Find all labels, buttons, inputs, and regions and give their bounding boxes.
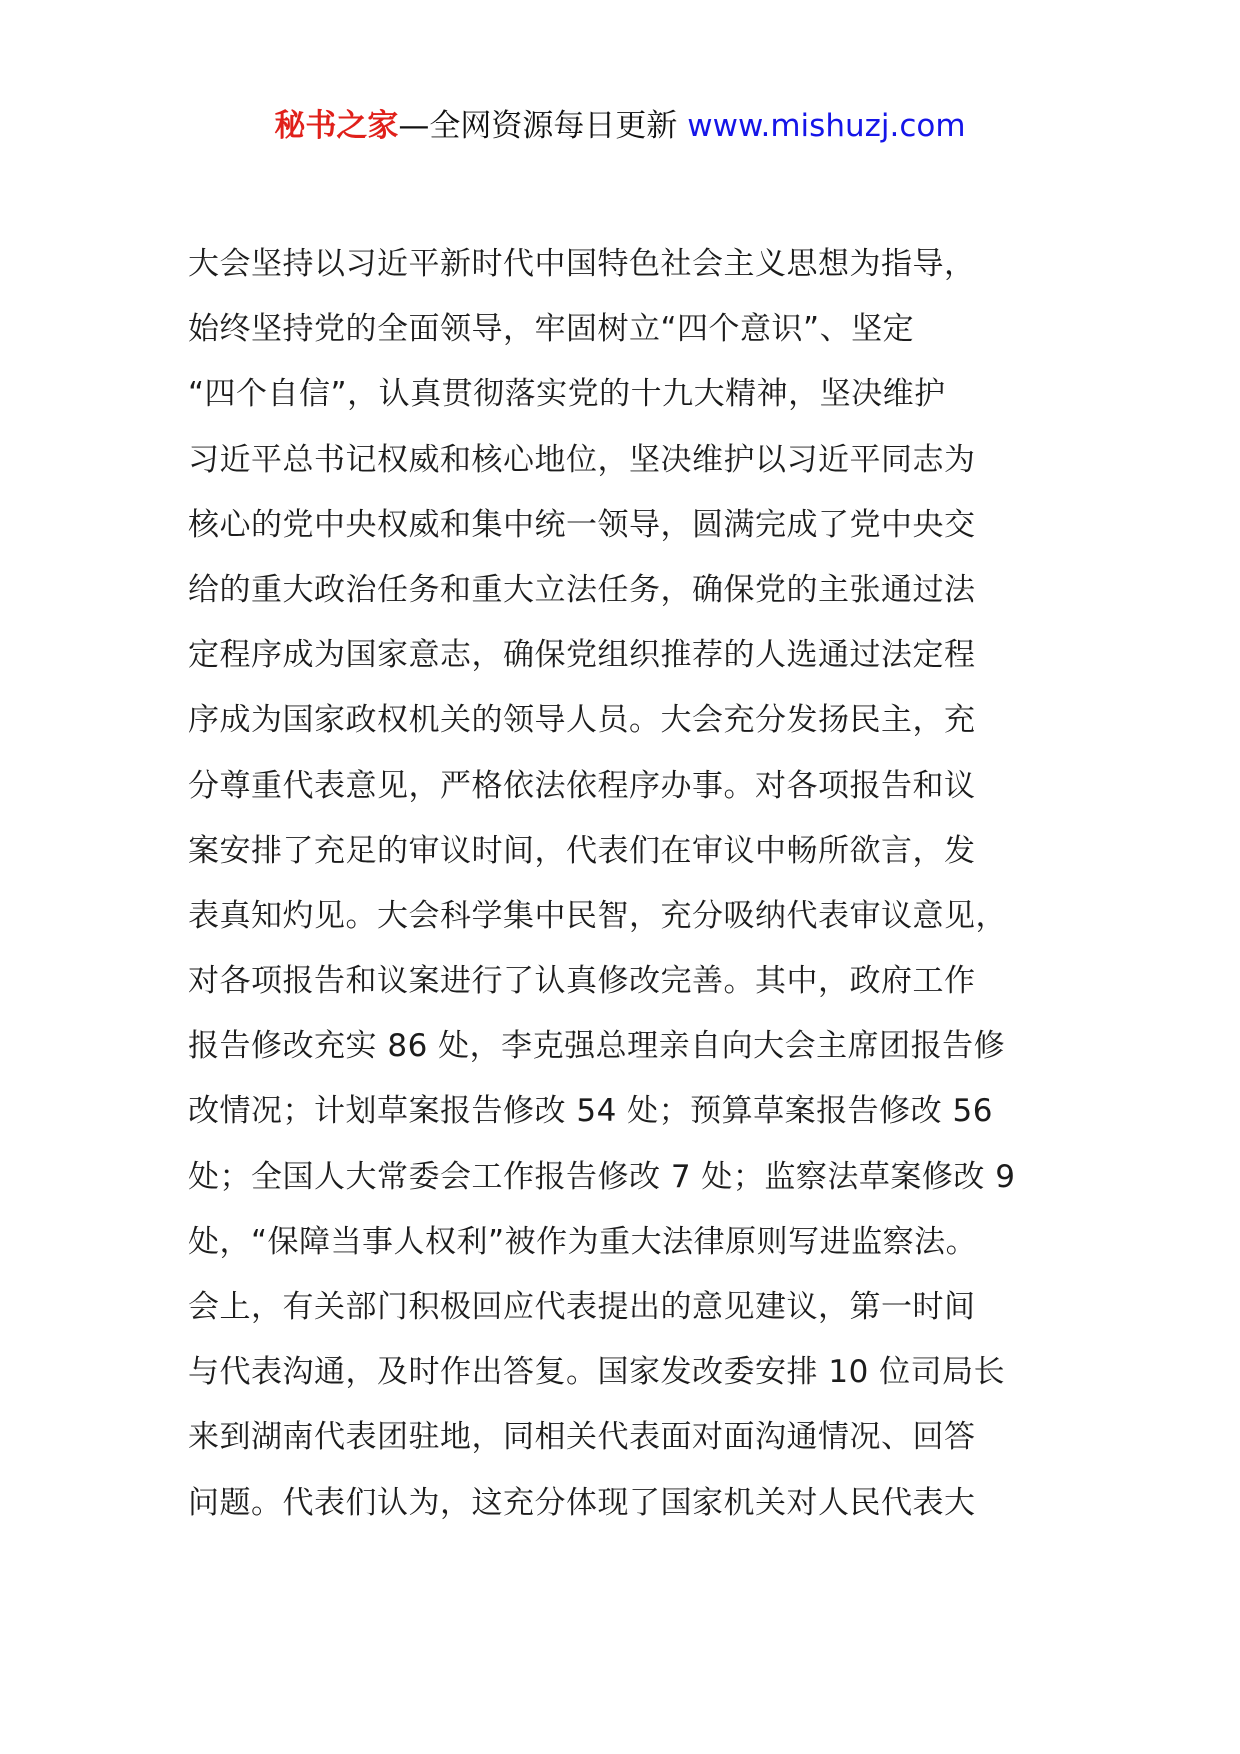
text-line: 对各项报告和议案进行了认真修改完善。其中，政府工作 [188, 963, 976, 1000]
text-line: 处，“保障当事人权利”被作为重大法律原则写进监察法。 [188, 1223, 978, 1260]
text-line: 报告修改充实 86 处，李克强总理亲自向大会主席团报告修 [188, 1028, 1006, 1065]
page-header [0, 104, 1240, 148]
brand-name: 秘书之家 [274, 108, 399, 144]
text-line: 改情况；计划草案报告修改 54 处；预算草案报告修改 56 [188, 1093, 993, 1130]
text-line: 问题。代表们认为，这充分体现了国家机关对人民代表大 [188, 1484, 976, 1521]
text-line: 与代表沟通，及时作出答复。国家发改委安排 10 位司局长 [188, 1354, 1006, 1391]
text-line: 分尊重代表意见，严格依法依程序办事。对各项报告和议 [188, 767, 976, 804]
text-line: 始终坚持党的全面领导，牢固树立“四个意识”、坚定 [188, 311, 915, 348]
text-line: 习近平总书记权威和核心地位，坚决维护以习近平同志为 [188, 441, 976, 478]
text-line: 处；全国人大常委会工作报告修改 7 处；监察法草案修改 9 [188, 1158, 1016, 1195]
text-line: 来到湖南代表团驻地，同相关代表面对面沟通情况、回答 [188, 1419, 976, 1456]
text-line: 核心的党中央权威和集中统一领导，圆满完成了党中央交 [188, 506, 976, 543]
header-tagline: —全网资源每日更新 [398, 108, 678, 144]
text-line: 案安排了充足的审议时间，代表们在审议中畅所欲言，发 [188, 832, 976, 869]
text-line: 表真知灼见。大会科学集中民智，充分吸纳代表审议意见， [188, 897, 1007, 934]
text-line: 序成为国家政权机关的领导人员。大会充分发扬民主，充 [188, 702, 976, 739]
text-line: “四个自信”，认真贯彻落实党的十九大精神，坚决维护 [188, 376, 946, 413]
document-body [188, 232, 1068, 1536]
site-url-link[interactable]: www.mishuzj.com [687, 108, 966, 144]
text-line: 定程序成为国家意志，确保党组织推荐的人选通过法定程 [188, 637, 976, 674]
text-line: 给的重大政治任务和重大立法任务，确保党的主张通过法 [188, 571, 976, 608]
text-line: 会上，有关部门积极回应代表提出的意见建议，第一时间 [188, 1289, 976, 1325]
text-line: 大会坚持以习近平新时代中国特色社会主义思想为指导， [188, 246, 976, 282]
